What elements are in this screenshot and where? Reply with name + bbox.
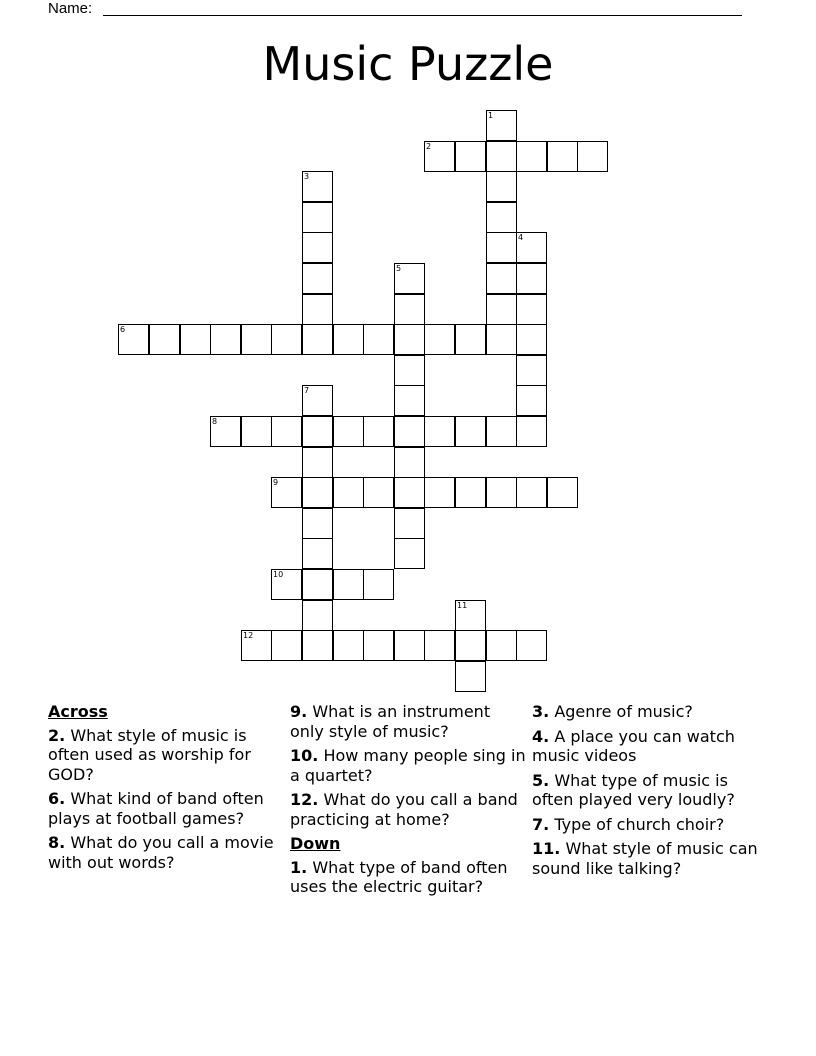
clues-column-2 xyxy=(290,702,526,902)
grid-cell[interactable] xyxy=(547,477,578,508)
grid-cell-7[interactable] xyxy=(302,385,333,416)
grid-cell[interactable] xyxy=(180,324,211,355)
grid-cell[interactable] xyxy=(516,294,547,325)
grid-cell[interactable] xyxy=(486,263,517,294)
clue-across-9: 9. What is an instrument only style of music? xyxy=(290,702,491,741)
grid-cell[interactable] xyxy=(149,324,180,355)
grid-cell[interactable] xyxy=(516,477,547,508)
grid-cell[interactable] xyxy=(394,324,425,355)
clue-number: 9 xyxy=(273,478,279,487)
grid-cell[interactable] xyxy=(333,477,364,508)
grid-cell[interactable] xyxy=(424,630,455,661)
grid-cell[interactable] xyxy=(302,416,333,447)
grid-cell-1[interactable] xyxy=(486,110,517,141)
clue-across-12: 12. What do you call a band practicing at home? xyxy=(290,790,518,829)
grid-cell[interactable] xyxy=(210,324,241,355)
grid-cell[interactable] xyxy=(486,477,517,508)
clue-across-8: 8. What do you call a movie with out words? xyxy=(48,833,274,872)
grid-cell[interactable] xyxy=(516,630,547,661)
grid-cell[interactable] xyxy=(486,294,517,325)
grid-cell[interactable] xyxy=(333,324,364,355)
grid-cell[interactable] xyxy=(363,569,394,600)
grid-cell[interactable] xyxy=(486,324,517,355)
grid-cell-2[interactable] xyxy=(424,141,455,172)
grid-cell[interactable] xyxy=(363,630,394,661)
grid-cell[interactable] xyxy=(455,661,486,692)
grid-cell[interactable] xyxy=(577,141,608,172)
clue-across-6: 6. What kind of band often plays at football games? xyxy=(48,789,264,828)
grid-cell[interactable] xyxy=(424,416,455,447)
grid-cell[interactable] xyxy=(455,477,486,508)
grid-cell[interactable] xyxy=(333,630,364,661)
grid-cell[interactable] xyxy=(424,324,455,355)
name-label: Name: xyxy=(48,0,93,17)
grid-cell[interactable] xyxy=(516,324,547,355)
grid-cell-9[interactable] xyxy=(271,477,302,508)
clue-number: 2 xyxy=(426,142,432,151)
grid-cell[interactable] xyxy=(363,477,394,508)
grid-cell[interactable] xyxy=(486,202,517,233)
clue-number: 8 xyxy=(212,417,218,426)
clue-number: 6 xyxy=(120,325,126,334)
grid-cell[interactable] xyxy=(302,232,333,263)
down-heading: Down xyxy=(290,834,341,853)
grid-cell[interactable] xyxy=(547,141,578,172)
clues-column-3 xyxy=(532,702,764,883)
grid-cell[interactable] xyxy=(455,416,486,447)
clue-number: 4 xyxy=(518,233,524,242)
grid-cell[interactable] xyxy=(486,416,517,447)
grid-cell[interactable] xyxy=(394,416,425,447)
page-title: Music Puzzle xyxy=(262,37,554,91)
clue-number: 1 xyxy=(488,111,494,120)
clue-down-3: 3. Agenre of music? xyxy=(532,702,693,721)
grid-cell[interactable] xyxy=(271,630,302,661)
clue-number: 3 xyxy=(304,172,310,181)
grid-cell[interactable] xyxy=(302,569,333,600)
grid-cell[interactable] xyxy=(394,538,425,569)
grid-cell[interactable] xyxy=(302,508,333,539)
grid-cell[interactable] xyxy=(302,294,333,325)
grid-cell-11[interactable] xyxy=(455,600,486,631)
grid-cell[interactable] xyxy=(302,600,333,631)
grid-cell[interactable] xyxy=(455,141,486,172)
grid-cell[interactable] xyxy=(302,324,333,355)
grid-cell[interactable] xyxy=(394,477,425,508)
clues-column-1 xyxy=(48,702,284,877)
clue-down-5: 5. What type of music is often played very loudly? xyxy=(532,770,735,809)
grid-cell[interactable] xyxy=(241,324,272,355)
grid-cell[interactable] xyxy=(333,569,364,600)
grid-cell[interactable] xyxy=(486,141,517,172)
grid-cell-3[interactable] xyxy=(302,171,333,202)
grid-cell[interactable] xyxy=(394,447,425,478)
clue-down-1: 1. What type of band often uses the electric guitar? xyxy=(290,857,508,896)
grid-cell[interactable] xyxy=(516,263,547,294)
clue-number: 7 xyxy=(304,386,310,395)
grid-cell[interactable] xyxy=(486,232,517,263)
clue-across-2: 2. What style of music is often used as worship for GOD? xyxy=(48,725,251,784)
grid-cell[interactable] xyxy=(271,324,302,355)
clue-number: 5 xyxy=(396,264,402,273)
clue-down-7: 7. Type of church choir? xyxy=(532,814,725,834)
grid-cell[interactable] xyxy=(516,385,547,416)
grid-cell-4[interactable] xyxy=(516,232,547,263)
grid-cell[interactable] xyxy=(486,171,517,202)
clue-number: 11 xyxy=(457,601,468,610)
grid-cell[interactable] xyxy=(302,447,333,478)
grid-cell[interactable] xyxy=(271,416,302,447)
grid-cell[interactable] xyxy=(363,324,394,355)
grid-cell[interactable] xyxy=(455,630,486,661)
grid-cell[interactable] xyxy=(394,294,425,325)
grid-cell[interactable] xyxy=(516,416,547,447)
grid-cell[interactable] xyxy=(455,324,486,355)
grid-cell[interactable] xyxy=(241,416,272,447)
grid-cell-10[interactable] xyxy=(271,569,302,600)
grid-cell[interactable] xyxy=(516,141,547,172)
grid-cell[interactable] xyxy=(516,355,547,386)
grid-cell-5[interactable] xyxy=(394,263,425,294)
grid-cell[interactable] xyxy=(394,385,425,416)
clue-down-11: 11. What style of music can sound like talking? xyxy=(532,839,758,878)
clue-number: 10 xyxy=(273,570,284,579)
clue-number: 12 xyxy=(243,631,254,640)
grid-cell[interactable] xyxy=(333,416,364,447)
grid-cell-8[interactable] xyxy=(210,416,241,447)
grid-cell[interactable] xyxy=(302,630,333,661)
grid-cell[interactable] xyxy=(394,355,425,386)
grid-cell[interactable] xyxy=(302,263,333,294)
clue-down-4: 4. A place you can watch music videos xyxy=(532,726,735,765)
grid-cell-6[interactable] xyxy=(118,324,149,355)
across-heading: Across xyxy=(48,702,108,721)
clue-across-10: 10. How many people sing in a quartet? xyxy=(290,746,526,785)
grid-cell[interactable] xyxy=(363,416,394,447)
grid-cell[interactable] xyxy=(302,477,333,508)
grid-cell[interactable] xyxy=(424,477,455,508)
grid-cell[interactable] xyxy=(394,508,425,539)
grid-cell[interactable] xyxy=(302,202,333,233)
grid-cell[interactable] xyxy=(302,538,333,569)
grid-cell-12[interactable] xyxy=(241,630,272,661)
grid-cell[interactable] xyxy=(394,630,425,661)
grid-cell[interactable] xyxy=(486,630,517,661)
